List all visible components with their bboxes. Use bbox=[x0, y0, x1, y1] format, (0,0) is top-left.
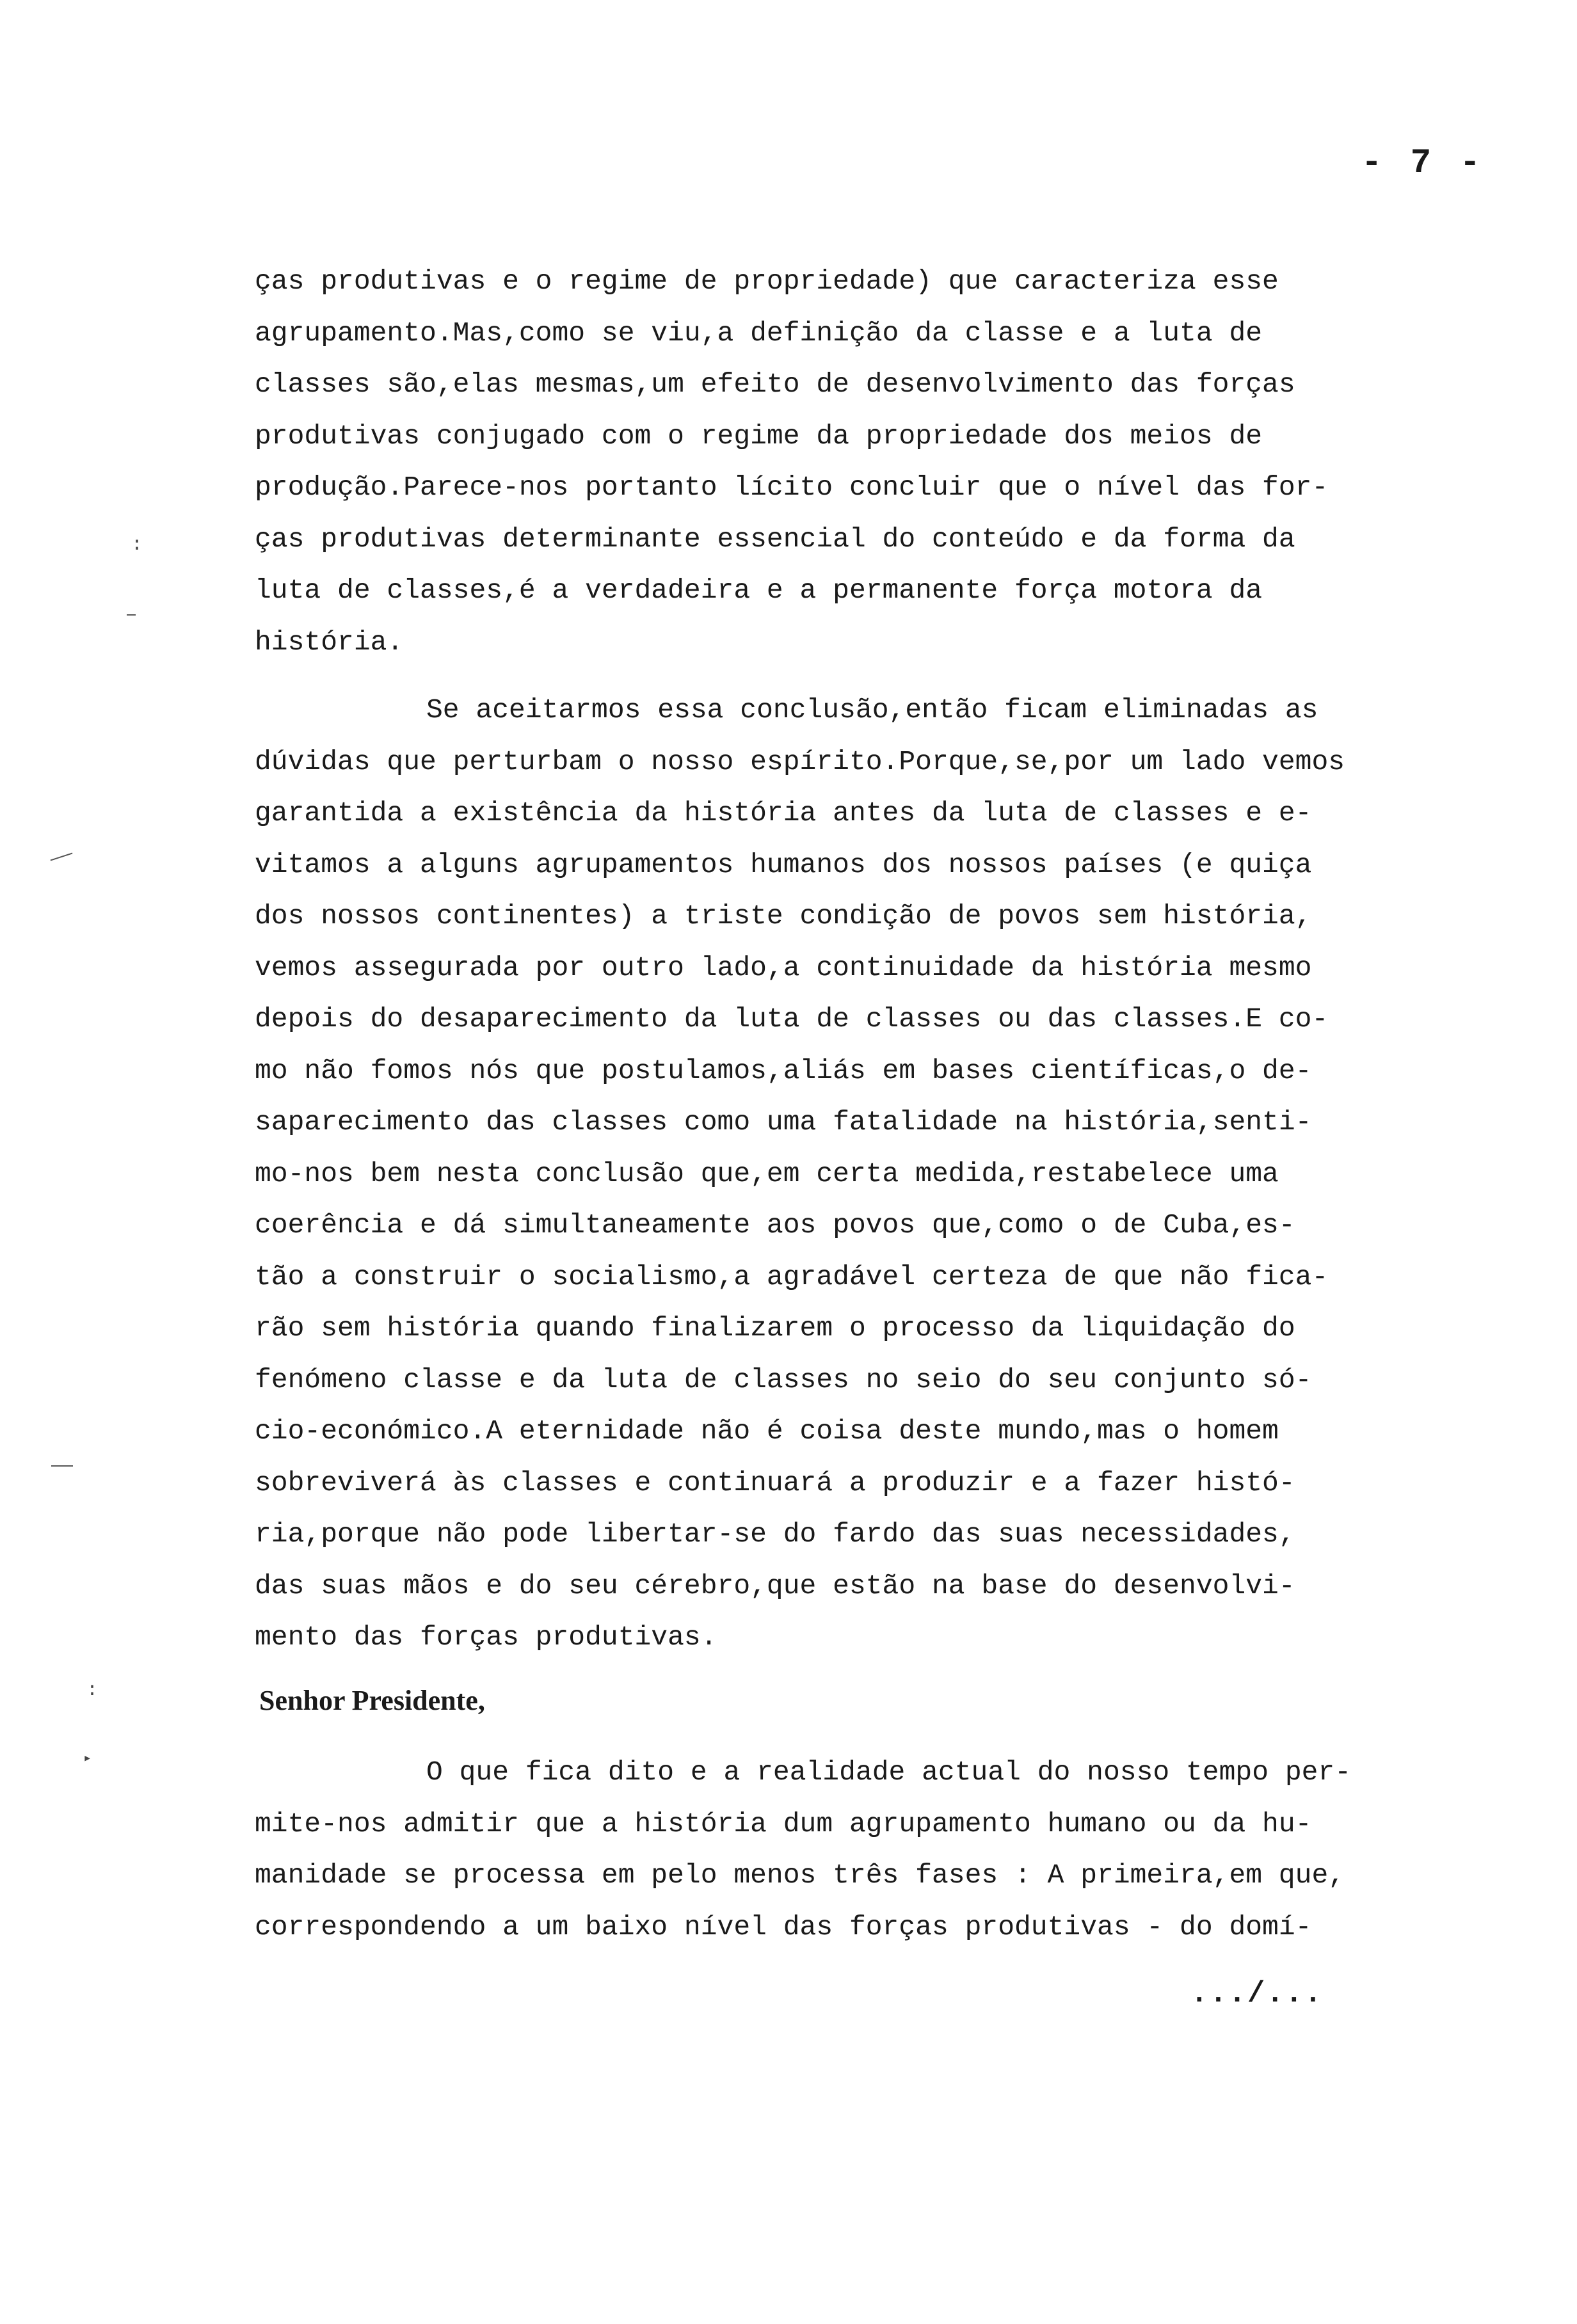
text-line: rão sem história quando finalizarem o processo da liquidação do bbox=[255, 1312, 1295, 1344]
scan-artifact: : bbox=[86, 1680, 99, 1701]
text-line: mento das forças produtivas. bbox=[255, 1621, 717, 1653]
continuation-mark: .../... bbox=[1190, 1977, 1324, 2010]
text-line: dúvidas que perturbam o nosso espírito.Porque,se,por um lado vemos bbox=[255, 745, 1345, 777]
text-line: mite-nos admitir que a história dum agrupamento humano ou da hu- bbox=[255, 1808, 1312, 1840]
text-line: agrupamento.Mas,como se viu,a definição da classe e a luta de bbox=[255, 317, 1263, 349]
text-line: tão a construir o socialismo,a agradável certeza de que não fica- bbox=[255, 1261, 1329, 1293]
text-line: ças produtivas e o regime de propriedade) que caracteriza esse bbox=[255, 266, 1279, 297]
scan-artifact bbox=[51, 852, 73, 861]
text-line: história. bbox=[255, 626, 404, 658]
text-line: coerência e dá simultaneamente aos povos que,como o de Cuba,es- bbox=[255, 1209, 1295, 1241]
text-line: saparecimento das classes como uma fatalidade na história,senti- bbox=[255, 1106, 1312, 1138]
text-line: mo não fomos nós que postulamos,aliás em bases científicas,o de- bbox=[255, 1055, 1312, 1086]
text-line: Se aceitarmos essa conclusão,então ficam eliminadas as bbox=[426, 694, 1318, 726]
text-line: fenómeno classe e da luta de classes no seio do seu conjunto só- bbox=[255, 1364, 1312, 1396]
salutation-heading: Senhor Presidente, bbox=[259, 1685, 485, 1716]
text-line: ças produtivas determinante essencial do conteúdo e da forma da bbox=[255, 523, 1295, 555]
text-line: produção.Parece-nos portanto lícito concluir que o nível das for- bbox=[255, 472, 1329, 503]
paragraph-1 bbox=[255, 256, 1509, 668]
scan-artifact: ▸ bbox=[83, 1751, 92, 1767]
text-line: vemos assegurada por outro lado,a continuidade da história mesmo bbox=[255, 951, 1312, 983]
text-line: correspondendo a um baixo nível das forças produtivas - do domí- bbox=[255, 1911, 1312, 1943]
text-line: mo-nos bem nesta conclusão que,em certa medida,restabelece uma bbox=[255, 1158, 1279, 1190]
text-line: produtivas conjugado com o regime da propriedade dos meios de bbox=[255, 420, 1263, 452]
paragraph-2 bbox=[255, 685, 1509, 1664]
text-line: manidade se processa em pelo menos três fases : A primeira,em que, bbox=[255, 1859, 1345, 1891]
page-number: - 7 - bbox=[1361, 144, 1484, 183]
text-line: O que fica dito e a realidade actual do nosso tempo per- bbox=[426, 1756, 1352, 1788]
scan-artifact bbox=[51, 1465, 73, 1467]
text-line: vitamos a alguns agrupamentos humanos dos nossos países (e quiça bbox=[255, 848, 1312, 880]
text-line: luta de classes,é a verdadeira e a permanente força motora da bbox=[255, 575, 1263, 606]
text-line: ria,porque não pode libertar-se do fardo das suas necessidades, bbox=[255, 1518, 1295, 1550]
scan-artifact bbox=[127, 614, 136, 616]
paragraph-3 bbox=[255, 1747, 1509, 1953]
text-line: dos nossos continentes) a triste condição de povos sem história, bbox=[255, 900, 1312, 932]
text-line: classes são,elas mesmas,um efeito de desenvolvimento das forças bbox=[255, 369, 1295, 400]
text-line: depois do desaparecimento da luta de classes ou das classes.E co- bbox=[255, 1003, 1329, 1035]
scan-artifact: : bbox=[131, 534, 143, 556]
text-line: garantida a existência da história antes da luta de classes e e- bbox=[255, 797, 1312, 829]
text-line: sobreviverá às classes e continuará a produzir e a fazer histó- bbox=[255, 1467, 1295, 1499]
text-line: das suas mãos e do seu cérebro,que estão na base do desenvolvi- bbox=[255, 1570, 1295, 1602]
text-line: cio-económico.A eternidade não é coisa deste mundo,mas o homem bbox=[255, 1415, 1279, 1447]
